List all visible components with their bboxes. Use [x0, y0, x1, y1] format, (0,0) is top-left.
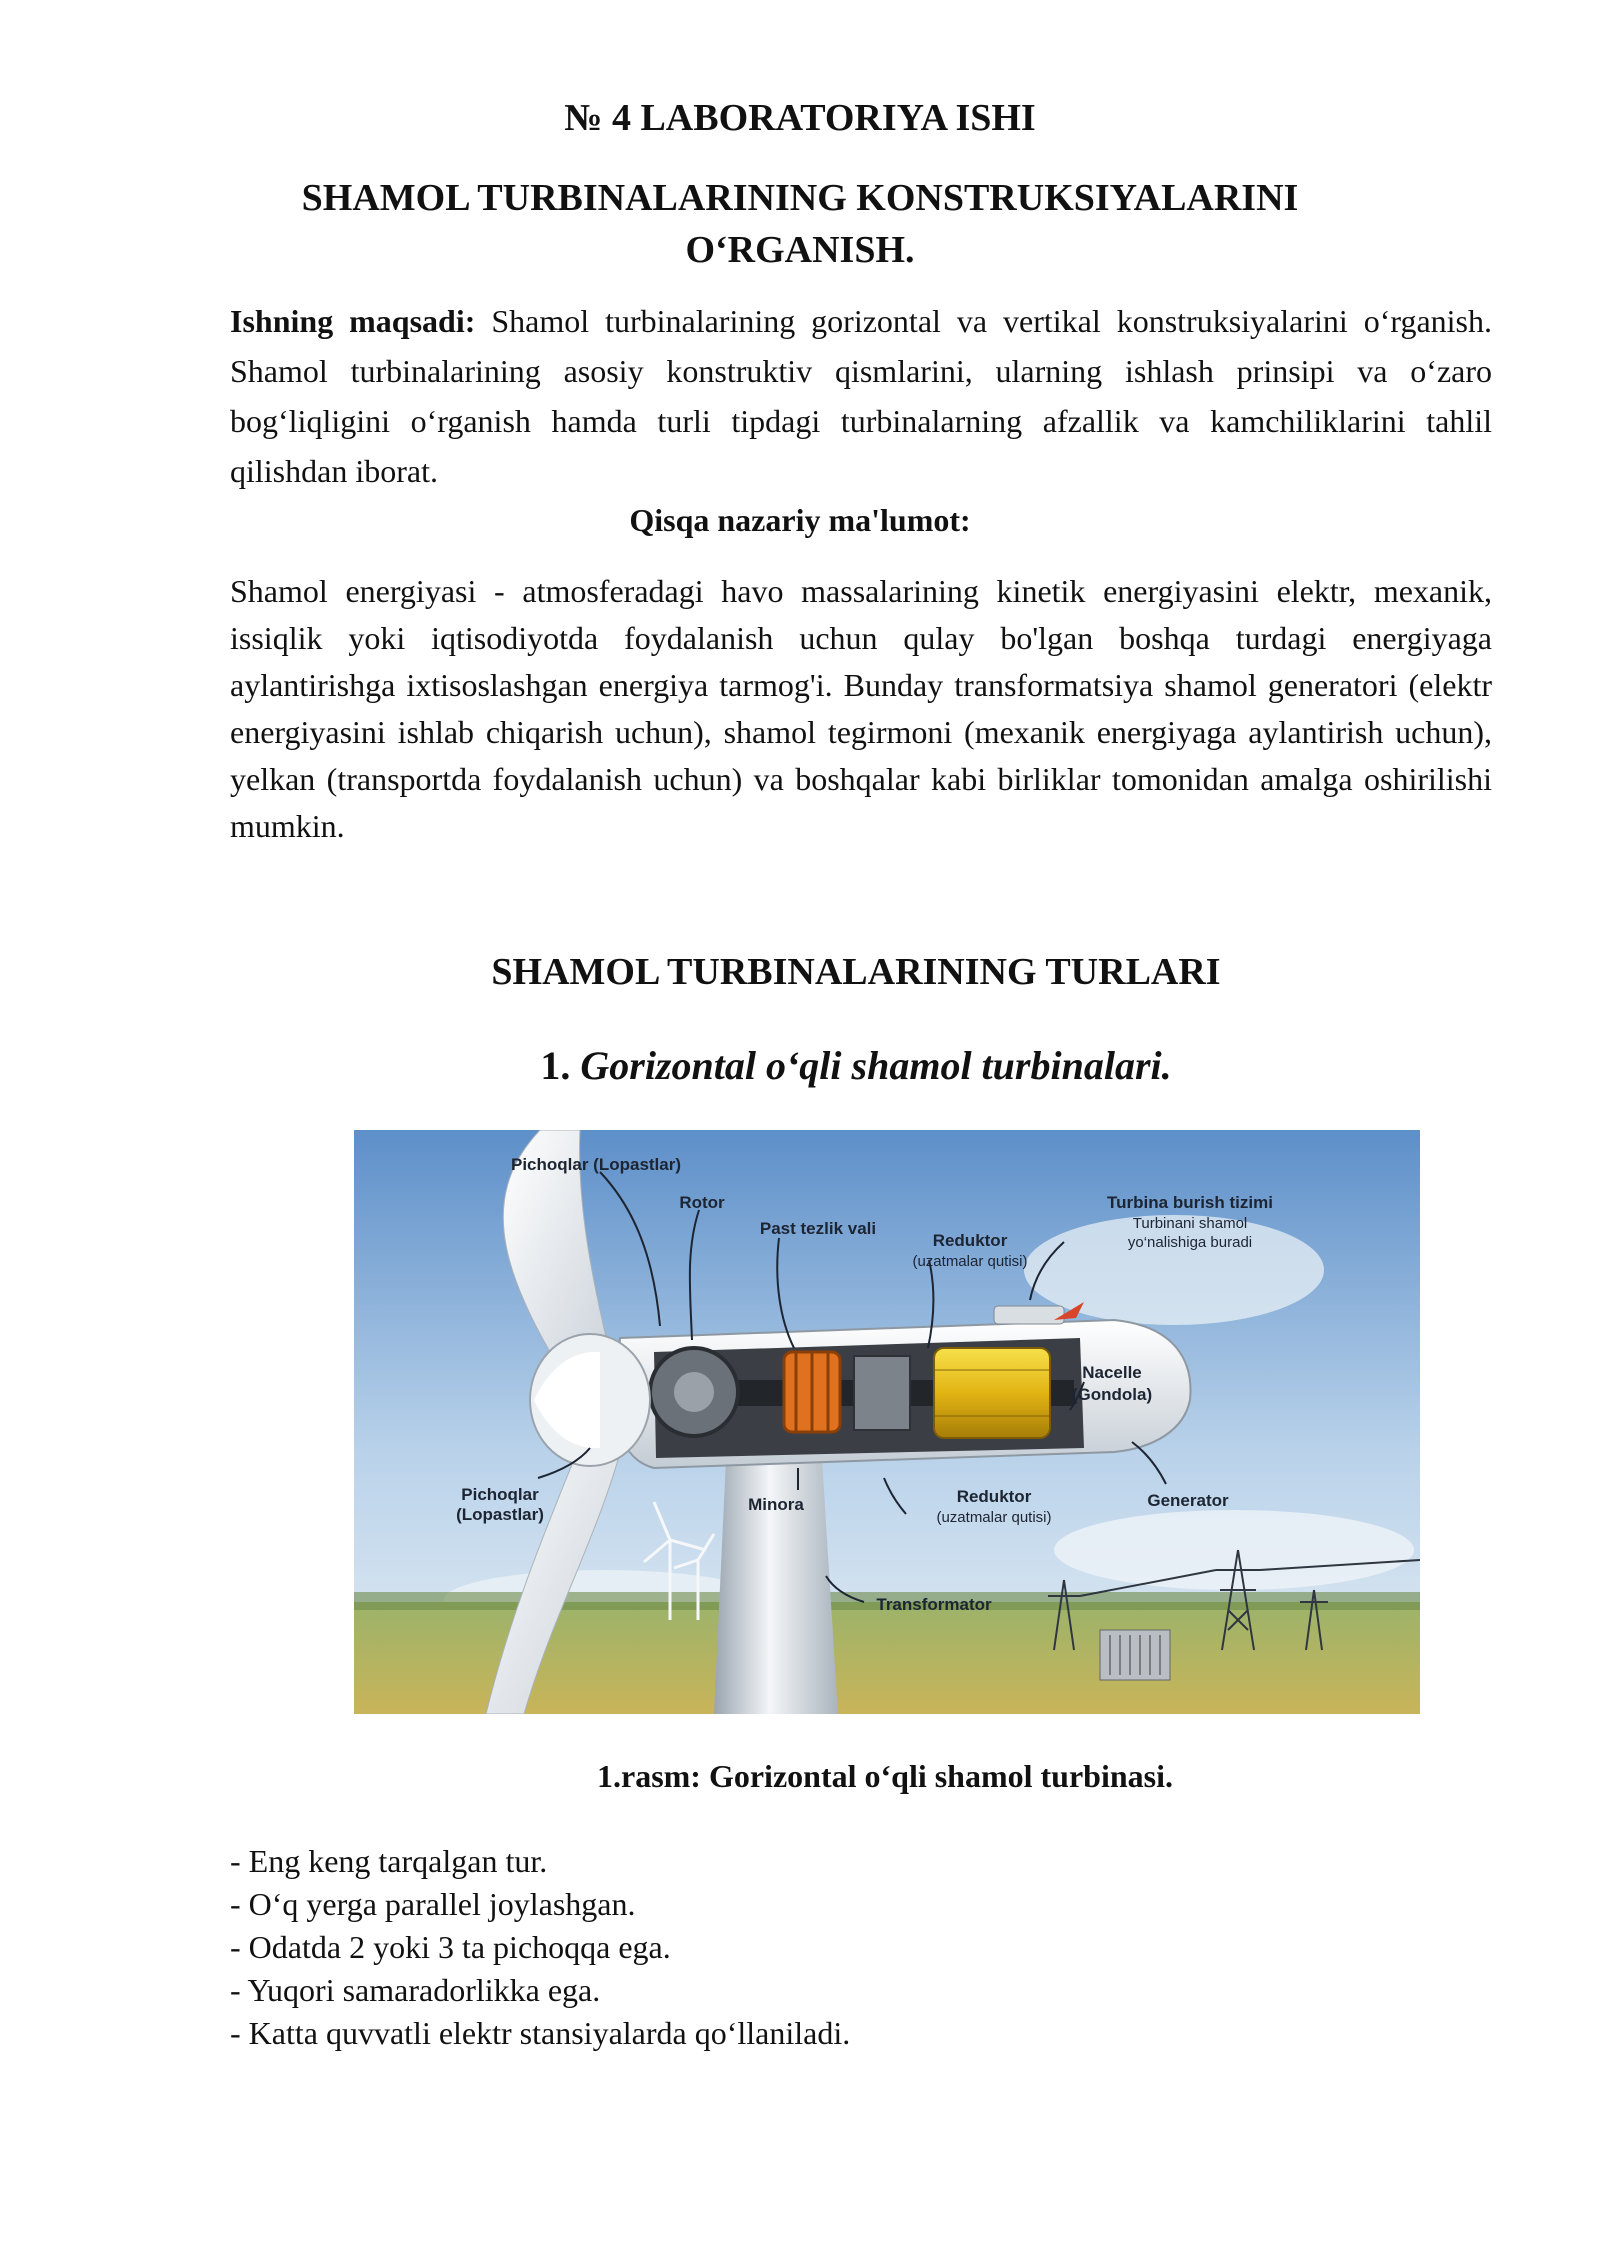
main-gear-hub: [674, 1372, 714, 1412]
label-nacelle: Nacelle: [1082, 1363, 1142, 1382]
subsection-title: Gorizontal o‘qli shamol turbinalari.: [580, 1043, 1172, 1088]
label-transformator: Transformator: [876, 1595, 992, 1614]
list-item: - Yuqori samaradorlikka ega.: [230, 1972, 601, 2008]
figure-caption: 1.rasm: Gorizontal o‘qli shamol turbinasi.: [596, 1758, 1173, 1794]
subsection-heading: [0, 1042, 1600, 1089]
turbine-illustration: [354, 1130, 1420, 1714]
main-title: SHAMOL TURBINALARINING KONSTRUKSIYALARINI O‘RGANISH.: [301, 177, 1299, 271]
label-pichoqlar-left: Pichoqlar: [461, 1485, 539, 1504]
goal-text: Shamol turbinalarining gorizontal va vertikal konstruksiyalarini o‘rganish. Shamol turbinalarining asosiy konstruktiv qismlarini, ularning ishlash prinsipi va o‘zaro bog‘liqligini o‘rganish hamda turli tipdagi turbinalarning afzallik va kamchiliklarini tahlil qilishdan iborat.: [230, 303, 1493, 489]
label-gondola: (Gondola): [1071, 1385, 1153, 1404]
theory-heading: Qisqa nazariy ma'lumot:: [629, 502, 971, 538]
goal-label: Ishning maqsadi:: [230, 303, 476, 339]
label-rotor: Rotor: [679, 1193, 725, 1212]
label-reduktor-bottom-sub: (uzatmalar qutisi): [936, 1509, 1052, 1526]
section-heading: SHAMOL TURBINALARINING TURLARI: [491, 951, 1221, 993]
list-item: - O‘q yerga parallel joylashgan.: [230, 1886, 636, 1922]
features-list: [230, 1840, 850, 2055]
label-reduktor-top: Reduktor: [932, 1231, 1008, 1250]
label-reduktor-bottom: Reduktor: [956, 1487, 1032, 1506]
label-reduktor-top-sub: (uzatmalar qutisi): [912, 1253, 1028, 1270]
label-pichoqlar-top: Pichoqlar (Lopastlar): [510, 1155, 682, 1174]
label-burish-line3: yo‘nalishiga buradi: [1127, 1234, 1253, 1251]
label-lopastlar-left: (Lopastlar): [456, 1505, 544, 1524]
label-past-tezlik-vali: Past tezlik vali: [759, 1219, 877, 1238]
goal-paragraph: [230, 296, 1492, 496]
list-item: - Katta quvvatli elektr stansiyalarda qo‘llaniladi.: [230, 2015, 851, 2051]
theory-paragraph: Shamol energiyasi - atmosferadagi havo massalarining kinetik energiyasini elektr, mexanik, issiqlik yoki iqtisodiyotda foydalanish uchun qulay bo'lgan boshqa turdagi energiyaga aylantirishga ixtisoslashgan energiya tarmog'i. Bunday transformatsiya shamol generatori (elektr energiyasini ishlab chiqarish uchun), shamol tegirmoni (mexanik energiyaga aylantirish uchun), yelkan (transportda foydalanish uchun) va boshqalar kabi birliklar tomonidan amalga oshirilishi mumkin.: [230, 573, 1492, 844]
lab-title: № 4 LABORATORIYA ISHI: [564, 97, 1036, 139]
list-item: - Odatda 2 yoki 3 ta pichoqqa ega.: [230, 1929, 671, 1965]
label-burish-line2: Turbinani shamol: [1132, 1215, 1248, 1232]
label-generator: Generator: [1147, 1491, 1229, 1510]
gearbox: [854, 1356, 910, 1430]
label-minora: Minora: [748, 1495, 804, 1514]
label-burish-tizimi: Turbina burish tizimi: [1107, 1193, 1273, 1212]
generator: [934, 1348, 1050, 1438]
turbine-figure: [354, 1130, 1420, 1714]
subsection-number: 1.: [540, 1043, 571, 1088]
yaw-system: [994, 1306, 1064, 1324]
list-item: - Eng keng tarqalgan tur.: [230, 1843, 548, 1879]
